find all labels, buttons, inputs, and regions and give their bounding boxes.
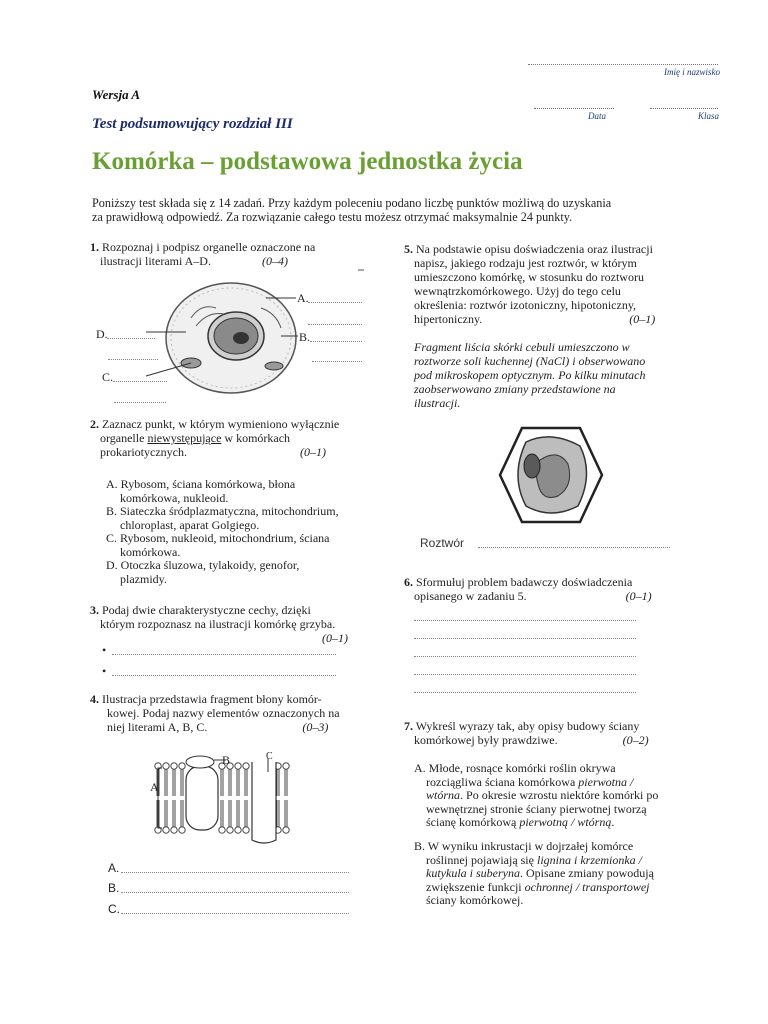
- q2-options: [106, 478, 376, 586]
- q7-a-line5-end: .: [611, 815, 615, 829]
- q5-experiment-description: [414, 340, 674, 410]
- question-4: [90, 692, 370, 734]
- page-title: Komórka – podstawowa jednostka życia: [92, 148, 523, 175]
- q2-option-b-line1: B. Siateczka śródplazmatyczna, mitochondrium,: [106, 504, 339, 518]
- lipid-head: [243, 763, 249, 769]
- q1-label-d: D.: [96, 327, 108, 341]
- q1-answer-c-2[interactable]: [114, 402, 166, 403]
- lipid-tail: [165, 769, 167, 796]
- nucleolus: [233, 332, 249, 344]
- lipid-tail: [237, 769, 239, 796]
- q2-option-c-line2: komórkowa.: [120, 544, 181, 559]
- q5-text-6: hipertoniczny.: [414, 312, 483, 326]
- q4-text-1: Ilustracja przedstawia fragment błony komór-: [102, 692, 322, 706]
- q2-points: (0–1): [299, 445, 326, 459]
- q6-number: 6.: [404, 575, 413, 589]
- question-7: [404, 719, 694, 747]
- name-field-label: Imię i nazwisko: [664, 67, 720, 77]
- q4-label-b: B: [222, 753, 231, 767]
- q6-text-1: Sformułuj problem badawczy doświadczenia: [416, 575, 633, 589]
- q1-answer-b-2[interactable]: [312, 361, 362, 362]
- q1-label-c: C.: [102, 370, 114, 384]
- q2-option-c-line1: C. Rybosom, nukleoid, mitochondrium, ściana: [106, 531, 330, 545]
- q2-option-d-line2: plazmidy.: [120, 571, 167, 586]
- lipid-head: [235, 827, 241, 833]
- q4-answer-c-label: C.: [108, 902, 120, 916]
- class-field-label: Klasa: [698, 111, 720, 121]
- q7-b-choice-1b[interactable]: kutykula i suberyna: [426, 866, 520, 880]
- q7-b-choice-2[interactable]: ochronnej / transportowej: [524, 879, 650, 894]
- q5-desc-3: pod mikroskopem optycznym. Po kilku minutach: [414, 368, 646, 382]
- question-2: [90, 417, 370, 459]
- q3-text-2: którym rozpoznasz na ilustracji komórkę grzyba.: [100, 617, 336, 631]
- q6-answer-3[interactable]: [414, 656, 636, 657]
- cell-nucleus: [524, 454, 540, 478]
- q2-option-a-line2: komórkowa, nukleoid.: [120, 490, 229, 505]
- lipid-tail: [181, 800, 183, 827]
- q6-answer-4[interactable]: [414, 674, 636, 675]
- integral-protein-a: [186, 766, 218, 830]
- q7-statement-a: [414, 762, 694, 830]
- q2-text-2a: organelle: [100, 431, 148, 445]
- q2-option-a-line1: A. Rybosom, ściana komórkowa, błona: [106, 477, 296, 491]
- q3-points: (0–1): [322, 631, 348, 645]
- q7-b-line3: . Opisane zmiany powodują: [519, 866, 654, 880]
- q7-text-1: Wykreśl wyrazy tak, aby opisy budowy ściany: [415, 719, 640, 733]
- q3-answer-2[interactable]: [112, 675, 336, 676]
- q4-answer-b[interactable]: [121, 892, 349, 893]
- q7-b-choice-1a[interactable]: lignina i krzemionka /: [536, 852, 642, 867]
- q5-text-3: umieszczono komórkę, w stosunku do roztworu: [414, 270, 644, 284]
- q7-statement-b: [414, 840, 694, 908]
- lipid-tail: [277, 769, 279, 796]
- q1-answer-d-2[interactable]: [108, 359, 158, 360]
- lipid-tail: [229, 769, 231, 796]
- lipid-head: [283, 763, 289, 769]
- q1-answer-d-1[interactable]: [107, 338, 155, 339]
- q3-answer-1[interactable]: [112, 654, 336, 655]
- q2-option-d-line1: D. Otoczka śluzowa, tylakoidy, genofor,: [106, 558, 300, 572]
- q5-text-5: określenia: roztwór izotoniczny, hipotoniczny,: [414, 298, 637, 312]
- q4-text-2: kowej. Podaj nazwy elementów oznaczonych na: [107, 706, 340, 720]
- lipid-tail: [237, 800, 239, 827]
- q5-answer-line[interactable]: [478, 547, 670, 548]
- lipid-tail: [245, 800, 247, 827]
- q4-answer-b-label: B.: [108, 881, 120, 895]
- question-3: [90, 603, 370, 645]
- q7-b-line5: ściany komórkowej.: [426, 893, 524, 907]
- q3-text-1: Podaj dwie charakterystyczne cechy, dzięki: [102, 603, 311, 617]
- q2-text-2b: w komórkach: [221, 431, 291, 445]
- q2-text-1: Zaznacz punkt, w którym wymieniono wyłącznie: [102, 417, 340, 431]
- lipid-head: [171, 763, 177, 769]
- q3-number: 3.: [90, 603, 99, 617]
- q4-text-3: niej literami A, B, C.: [107, 720, 208, 734]
- name-field-line[interactable]: [528, 60, 718, 65]
- q5-number: 5.: [404, 242, 413, 256]
- q2-option-a[interactable]: [106, 478, 376, 505]
- lipid-head: [235, 763, 241, 769]
- lipid-tail: [165, 800, 167, 827]
- glycoprotein-b: [186, 756, 214, 768]
- q4-number: 4.: [90, 692, 99, 706]
- q5-points: (0–1): [629, 312, 656, 326]
- q3-bullet-2: •: [102, 664, 107, 678]
- integral-protein-c: [252, 762, 276, 843]
- lipid-tail: [277, 800, 279, 827]
- q2-option-c[interactable]: [106, 532, 376, 559]
- q4-label-c: C: [266, 751, 273, 762]
- q7-b-line4: zwiększenie funkcji: [426, 879, 525, 894]
- lipid-head: [163, 827, 169, 833]
- q3-bullet-1: •: [102, 643, 107, 657]
- q7-a-choice-1b[interactable]: wtórna: [426, 788, 461, 802]
- q4-label-a: A: [150, 780, 159, 794]
- lipid-head: [227, 827, 233, 833]
- q2-option-b-line2: chloroplast, aparat Golgiego.: [120, 517, 260, 532]
- q5-text-2: napisz, jakiego rodzaju jest roztwór, w którym: [414, 256, 637, 270]
- q7-a-line4: wewnętrznej stronie ściany pierwotnej tworzą: [426, 801, 647, 816]
- q1-points: (0–4): [261, 254, 288, 268]
- q7-b-line1: B. W wyniku inkrustacji w dojrzałej komórce: [414, 839, 634, 853]
- q5-desc-2: roztworze soli kuchennej (NaCl) i obserwowano: [414, 354, 646, 368]
- q1-number: 1.: [90, 240, 99, 254]
- q5-answer-label: Roztwór: [420, 536, 465, 550]
- q1-answer-a-1[interactable]: [308, 302, 362, 303]
- lipid-tail: [229, 800, 231, 827]
- q4-points: (0–3): [302, 720, 329, 734]
- question-5: [404, 242, 684, 326]
- q4-answer-a-label: A.: [108, 861, 120, 875]
- q6-answer-5[interactable]: [414, 692, 636, 693]
- q1-text-1: Rozpoznaj i podpisz organelle oznaczone na: [102, 240, 316, 254]
- q5-text-1: Na podstawie opisu doświadczenia oraz ilustracji: [416, 242, 653, 256]
- q7-text-2: komórkowej były prawdziwe.: [414, 733, 558, 747]
- q2-text-2-underlined: niewystępujące: [147, 431, 222, 445]
- q7-points: (0–2): [622, 733, 649, 747]
- animal-cell-illustration: [96, 268, 370, 410]
- lipid-tail: [221, 800, 223, 827]
- q1-label-b: B.: [299, 330, 311, 344]
- question-1: [90, 240, 370, 268]
- lipid-head: [283, 827, 289, 833]
- q5-desc-5: ilustracji.: [414, 396, 461, 410]
- lipid-head: [163, 763, 169, 769]
- q7-a-line1: A. Młode, rosnące komórki roślin okrywa: [414, 761, 616, 775]
- q7-a-line3: . Po okresie wzrostu niektóre komórki po: [460, 788, 659, 802]
- q2-option-b[interactable]: [106, 505, 376, 532]
- q4-answer-c[interactable]: [121, 913, 349, 914]
- q7-a-choice-2[interactable]: pierwotną / wtórną: [519, 815, 612, 829]
- intro-line-2: za prawidłową odpowiedź. Za rozwiązanie całego testu możesz otrzymać maksymalnie 24 punkty.: [92, 210, 573, 224]
- date-field-line[interactable]: [534, 104, 614, 109]
- q6-answer-1[interactable]: [414, 620, 636, 621]
- q1-answer-b-1[interactable]: [310, 341, 362, 342]
- q7-a-line2: rozciągliwa ściana komórkowa: [426, 774, 579, 789]
- lipid-tail: [245, 769, 247, 796]
- version-label: Wersja A: [92, 87, 141, 102]
- lipid-tail: [285, 769, 287, 796]
- intro-text: [92, 196, 712, 224]
- q5-desc-1: Fragment liścia skórki cebuli umieszczono w: [414, 340, 630, 354]
- class-field-line[interactable]: [650, 104, 718, 109]
- test-title: Test podsumowujący rozdział III: [92, 116, 293, 132]
- lipid-tail: [173, 769, 175, 796]
- q1-label-a: A.: [297, 291, 309, 305]
- q1-answer-a-2[interactable]: [308, 324, 362, 325]
- q7-a-line5: ścianę komórkową: [426, 815, 520, 829]
- q4-answer-a[interactable]: [121, 872, 349, 873]
- q2-text-3: prokariotycznych.: [100, 445, 187, 459]
- q7-number: 7.: [404, 719, 413, 733]
- lipid-head: [219, 827, 225, 833]
- date-field-label: Data: [588, 111, 606, 121]
- lipid-tail: [173, 800, 175, 827]
- question-6: [404, 575, 684, 603]
- lipid-head: [179, 827, 185, 833]
- mitochondrion-2: [265, 362, 283, 370]
- q6-answer-2[interactable]: [414, 638, 636, 639]
- q2-option-d[interactable]: [106, 559, 376, 586]
- lipid-head: [243, 827, 249, 833]
- q7-a-choice-1a[interactable]: pierwotna /: [578, 774, 634, 789]
- lipid-tail: [285, 800, 287, 827]
- q1-answer-c-1[interactable]: [113, 381, 167, 382]
- lipid-tail: [181, 769, 183, 796]
- intro-line-1: Poniższy test składa się z 14 zadań. Przy każdym poleceniu podano liczbę punktów możliwą do uzyskania: [92, 196, 612, 210]
- q5-desc-4: zaobserwowano zmiany przedstawione na: [414, 382, 616, 396]
- q2-number: 2.: [90, 417, 99, 431]
- q1-text-2: ilustracji literami A–D.: [100, 254, 211, 268]
- q5-text-4: wewnątrzkomórkowego. Użyj do tego celu: [414, 284, 621, 298]
- q7-b-line2: roślinnej pojawiają się: [426, 852, 537, 867]
- lipid-tail: [221, 769, 223, 796]
- lipid-head: [179, 763, 185, 769]
- q6-points: (0–1): [625, 589, 652, 603]
- lipid-head: [171, 827, 177, 833]
- onion-cell-illustration: [496, 424, 606, 526]
- q6-text-2: opisanego w zadaniu 5.: [414, 589, 527, 603]
